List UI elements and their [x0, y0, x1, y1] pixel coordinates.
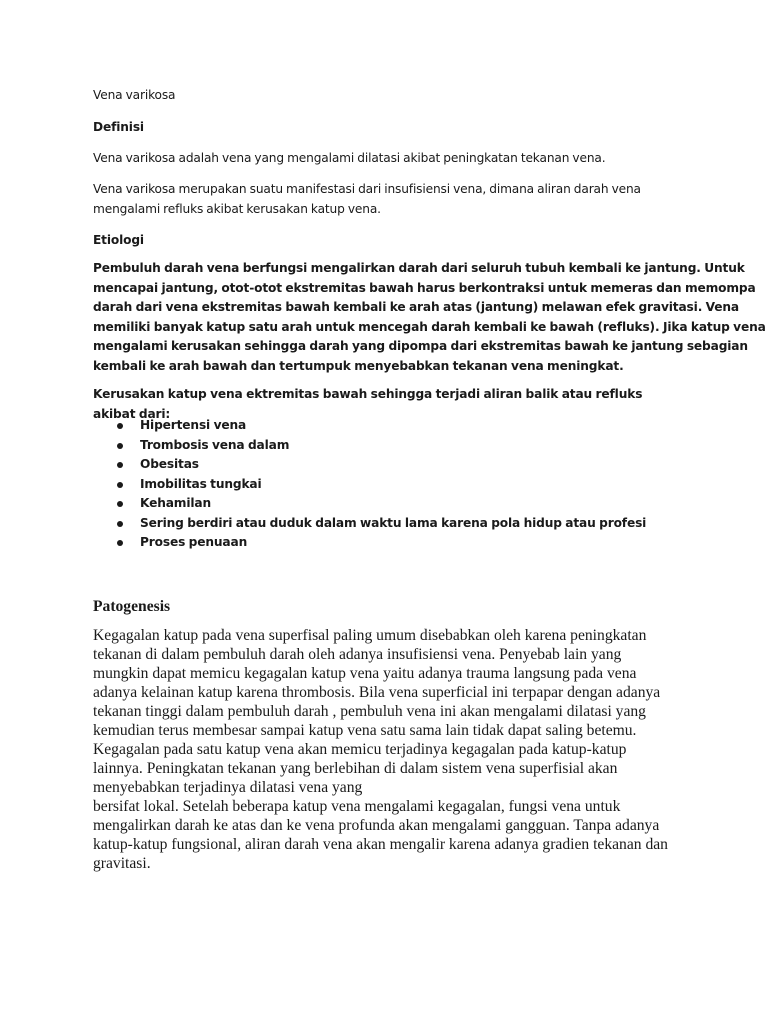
- definisi-paragraph-2: [93, 180, 683, 219]
- text-line: kemudian terus membesar sampai katup vena satu sama lain tidak dapat saling betemu.: [93, 722, 637, 739]
- etiologi-paragraph-2: Kerusakan katup vena ektremitas bawah sehingga terjadi aliran balik atau refluks akibat dari:: [93, 387, 643, 421]
- bullet-icon: [117, 501, 123, 507]
- definisi-heading: Definisi: [93, 120, 144, 134]
- etiologi-paragraph-1: [93, 259, 766, 376]
- text-line: Kegagalan pada satu katup vena akan memicu terjadinya kegagalan pada katup-katup: [93, 741, 627, 758]
- bullet-icon: [117, 443, 123, 449]
- text-line: menyebabkan terjadinya dilatasi vena yang: [93, 779, 363, 796]
- text-line: katup-katup fungsional, aliran darah vena akan mengalir karena adanya gradien tekanan dan: [93, 836, 668, 853]
- list-item: Hipertensi vena: [93, 416, 693, 436]
- text-line: mencapai jantung, otot-otot ekstremitas bawah harus berkontraksi untuk memeras dan memompa: [93, 280, 756, 295]
- text-line: lainnya. Peningkatan tekanan yang berlebihan di dalam sistem vena superfisial akan: [93, 760, 618, 777]
- list-item: Kehamilan: [93, 494, 693, 514]
- list-item: Sering berdiri atau duduk dalam waktu lama karena pola hidup atau profesi: [93, 514, 693, 534]
- list-item: Proses penuaan: [93, 533, 693, 553]
- text-line: mungkin dapat memicu kegagalan katup vena yaitu adanya trauma langsung pada vena: [93, 665, 637, 682]
- list-item: Trombosis vena dalam: [93, 436, 693, 456]
- text-line: tekanan di dalam pembuluh darah oleh adanya insufisiensi vena. Penyebab lain yang: [93, 646, 622, 663]
- text-line: mengalami refluks akibat kerusakan katup vena.: [93, 201, 381, 216]
- bullet-icon: [117, 462, 123, 468]
- text-line: mengalami kerusakan sehingga darah yang dipompa dari ekstremitas bawah ke jantung sebagian: [93, 339, 748, 353]
- text-line: bersifat lokal. Setelah beberapa katup vena mengalami kegagalan, fungsi vena untuk: [93, 798, 621, 815]
- text-line: kembali ke arah bawah dan tertumpuk menyebabkan tekanan vena meningkat.: [93, 358, 624, 373]
- document-title: Vena varikosa: [93, 88, 176, 102]
- text-line: darah dari vena ekstremitas bawah kembali ke arah atas (jantung) melawan efek gravitasi. Vena: [93, 300, 739, 314]
- text-line: gravitasi.: [93, 855, 151, 872]
- text-line: Pembuluh darah vena berfungsi mengalirkan darah dari seluruh tubuh kembali ke jantung. Untuk: [93, 261, 745, 275]
- patogenesis-paragraph: [93, 626, 683, 873]
- text-line: tekanan tinggi dalam pembuluh darah , pembuluh vena ini akan mengalami dilatasi yang: [93, 703, 646, 720]
- definisi-paragraph-1: Vena varikosa adalah vena yang mengalami dilatasi akibat peningkatan tekanan vena.: [93, 151, 606, 165]
- text-line: Vena varikosa merupakan suatu manifestasi dari insufisiensi vena, dimana aliran darah vena: [93, 182, 641, 196]
- text-line: memiliki banyak katup satu arah untuk mencegah darah kembali ke bawah (refluks). Jika katup vena: [93, 319, 766, 334]
- cause-list: [93, 416, 693, 553]
- text-line: mengalirkan darah ke atas dan ke vena profunda akan mengalami gangguan. Tanpa adanya: [93, 817, 660, 834]
- list-item: Obesitas: [93, 455, 693, 475]
- bullet-icon: [117, 423, 123, 429]
- list-item: Imobilitas tungkai: [93, 475, 693, 495]
- etiologi-heading: Etiologi: [93, 233, 144, 247]
- bullet-icon: [117, 540, 123, 546]
- bullet-icon: [117, 482, 123, 488]
- patogenesis-heading: Patogenesis: [93, 598, 171, 615]
- bullet-icon: [117, 521, 123, 527]
- text-line: adanya kelainan katup karena thrombosis. Bila vena superficial ini terpapar dengan adanya: [93, 684, 661, 701]
- text-line: Kegagalan katup pada vena superfisal paling umum disebabkan oleh karena peningkatan: [93, 627, 647, 644]
